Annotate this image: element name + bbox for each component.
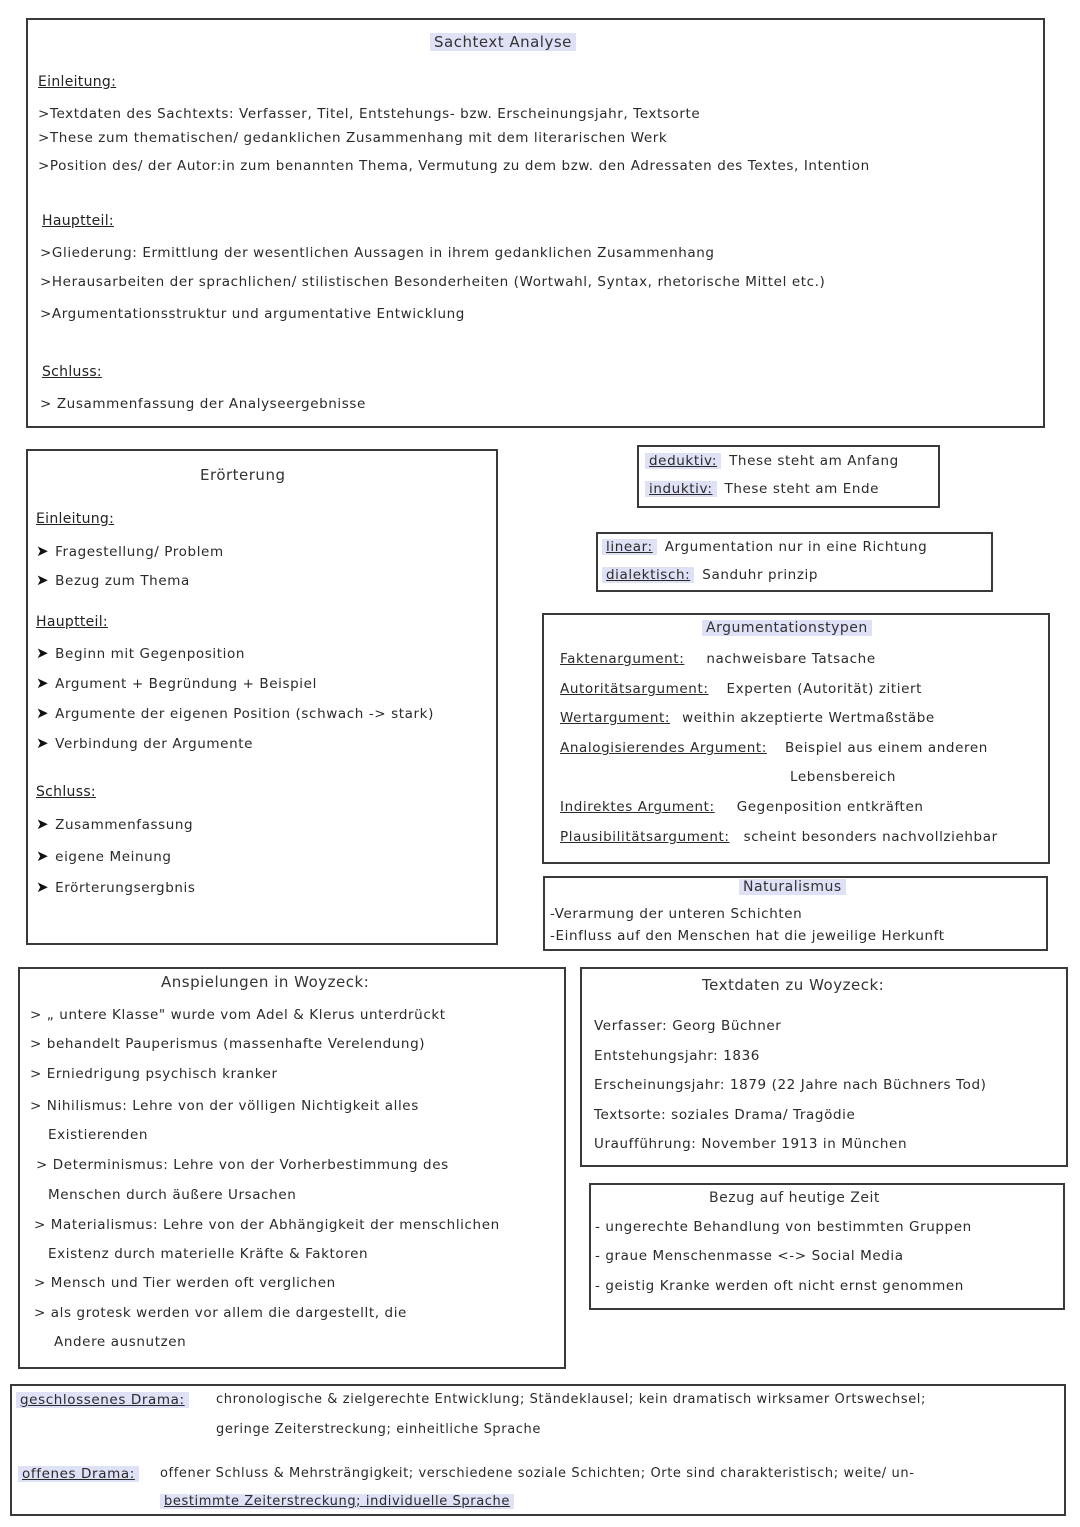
linear-line: linear: Argumentation nur in eine Richtung [602, 539, 927, 555]
offenes-drama-line: bestimmte Zeiterstreckung; individuelle Sprache [160, 1494, 514, 1509]
argument-type-item: Wertargument: weithin akzeptierte Wertmaßstäbe [560, 710, 935, 726]
eroerterung-einleitung-heading: Einleitung: [36, 511, 115, 527]
argument-type-item: Plausibilitätsargument: scheint besonders nachvollziehbar [560, 829, 998, 845]
anspielung-line: > Nihilismus: Lehre von der völligen Nichtigkeit alles [30, 1098, 419, 1114]
textdaten-line: Verfasser: Georg Büchner [594, 1018, 782, 1034]
textdaten-line: Textsorte: soziales Drama/ Tragödie [594, 1107, 856, 1123]
naturalismus-box [543, 876, 1048, 951]
anspielung-line: Existierenden [48, 1127, 148, 1143]
deduktiv-line: deduktiv: These steht am Anfang [645, 453, 899, 469]
eroerterung-hauptteil-item: ➤ Argument + Begründung + Beispiel [36, 674, 317, 692]
bezug-box [589, 1183, 1065, 1310]
eroerterung-box [26, 449, 498, 945]
textdaten-line: Entstehungsjahr: 1836 [594, 1048, 760, 1064]
eroerterung-schluss-item: ➤ Zusammenfassung [36, 815, 194, 833]
textdaten-box [580, 967, 1068, 1167]
geschlossenes-drama-line: geringe Zeiterstreckung; einheitliche Sprache [216, 1422, 541, 1437]
sachtext-hauptteil-item: >Gliederung: Ermittlung der wesentlichen Aussagen in ihrem gedanklichen Zusammenhang [40, 245, 715, 261]
anspielungen-box [18, 967, 566, 1369]
eroerterung-title: Erörterung [200, 466, 286, 484]
naturalismus-item: -Verarmung der unteren Schichten [550, 906, 803, 922]
argument-type-item: Faktenargument: nachweisbare Tatsache [560, 651, 876, 667]
anspielung-line: Andere ausnutzen [54, 1334, 187, 1350]
offenes-drama-term: offenes Drama: [18, 1466, 139, 1482]
induktiv-line: induktiv: These steht am Ende [645, 481, 879, 497]
naturalismus-title: Naturalismus [739, 879, 846, 895]
textdaten-title: Textdaten zu Woyzeck: [702, 976, 885, 994]
bezug-item: - ungerechte Behandlung von bestimmten Gruppen [595, 1219, 972, 1235]
eroerterung-hauptteil-item: ➤ Argumente der eigenen Position (schwach -> stark) [36, 704, 434, 722]
bezug-title: Bezug auf heutige Zeit [709, 1190, 880, 1206]
geschlossenes-drama-line: chronologische & zielgerechte Entwicklung; Ständeklausel; kein dramatisch wirksamer Ortswechsel; [216, 1392, 926, 1407]
eroerterung-hauptteil-item: ➤ Beginn mit Gegenposition [36, 644, 246, 662]
bezug-item: - geistig Kranke werden oft nicht ernst genommen [595, 1278, 964, 1294]
anspielung-line: > Determinismus: Lehre von der Vorherbestimmung des [36, 1157, 449, 1173]
argumentationstypen-title: Argumentationstypen [702, 620, 872, 636]
dialektisch-line: dialektisch: Sanduhr prinzip [602, 567, 818, 583]
bezug-item: - graue Menschenmasse <-> Social Media [595, 1248, 904, 1264]
sachtext-schluss-heading: Schluss: [42, 364, 102, 380]
sachtext-hauptteil-heading: Hauptteil: [42, 213, 114, 229]
deduktiv-induktiv-box [637, 445, 940, 508]
sachtext-einleitung-heading: Einleitung: [38, 74, 117, 90]
sachtext-schluss-item: > Zusammenfassung der Analyseergebnisse [40, 396, 366, 412]
offenes-drama-line: offener Schluss & Mehrsträngigkeit; verschiedene soziale Schichten; Orte sind charakteristisch; weite/ un- [160, 1466, 915, 1481]
eroerterung-schluss-item: ➤ eigene Meinung [36, 847, 172, 865]
argument-type-item: Indirektes Argument: Gegenposition entkräften [560, 799, 924, 815]
anspielung-line: Menschen durch äußere Ursachen [48, 1187, 297, 1203]
sachtext-analyse-box [26, 18, 1045, 428]
anspielung-line: > Erniedrigung psychisch kranker [30, 1066, 278, 1082]
sachtext-title-text: Sachtext Analyse [430, 33, 576, 51]
anspielungen-title: Anspielungen in Woyzeck: [161, 973, 370, 991]
eroerterung-hauptteil-heading: Hauptteil: [36, 614, 108, 630]
eroerterung-einleitung-item: ➤ Fragestellung/ Problem [36, 542, 224, 560]
sachtext-einleitung-item: >Textdaten des Sachtexts: Verfasser, Titel, Entstehungs- bzw. Erscheinungsjahr, Textsorte [38, 106, 701, 122]
anspielung-line: > als grotesk werden vor allem die dargestellt, die [34, 1305, 407, 1321]
sachtext-einleitung-item: >These zum thematischen/ gedanklichen Zusammenhang mit dem literarischen Werk [38, 130, 668, 146]
sachtext-title [430, 33, 576, 51]
argument-type-item: Analogisierendes Argument: Beispiel aus einem anderen [560, 740, 988, 756]
sachtext-einleitung-item: >Position des/ der Autor:in zum benannten Thema, Vermutung zu dem bzw. den Adressaten des Textes, Intention [38, 158, 870, 174]
argument-type-item-continuation: Lebensbereich [790, 769, 897, 785]
drama-box [10, 1384, 1066, 1516]
linear-dialektisch-box [596, 532, 993, 592]
sachtext-hauptteil-item: >Herausarbeiten der sprachlichen/ stilistischen Besonderheiten (Wortwahl, Syntax, rhetorische Mittel etc.) [40, 274, 826, 290]
eroerterung-einleitung-item: ➤ Bezug zum Thema [36, 571, 190, 589]
argumentationstypen-box [542, 613, 1050, 864]
naturalismus-item: -Einfluss auf den Menschen hat die jeweilige Herkunft [550, 928, 945, 944]
eroerterung-hauptteil-item: ➤ Verbindung der Argumente [36, 734, 254, 752]
textdaten-line: Uraufführung: November 1913 in München [594, 1136, 908, 1152]
anspielung-line: > Materialismus: Lehre von der Abhängigkeit der menschlichen [34, 1217, 500, 1233]
eroerterung-schluss-item: ➤ Erörterungsergbnis [36, 878, 196, 896]
sachtext-hauptteil-item: >Argumentationsstruktur und argumentative Entwicklung [40, 306, 465, 322]
anspielung-line: > „ untere Klasse" wurde vom Adel & Klerus unterdrückt [30, 1007, 446, 1023]
anspielung-line: > behandelt Pauperismus (massenhafte Verelendung) [30, 1036, 426, 1052]
anspielung-line: > Mensch und Tier werden oft verglichen [34, 1275, 336, 1291]
geschlossenes-drama-term: geschlossenes Drama: [16, 1392, 189, 1408]
anspielung-line: Existenz durch materielle Kräfte & Faktoren [48, 1246, 369, 1262]
eroerterung-schluss-heading: Schluss: [36, 784, 96, 800]
argument-type-item: Autoritätsargument: Experten (Autorität) zitiert [560, 681, 923, 697]
textdaten-line: Erscheinungsjahr: 1879 (22 Jahre nach Büchners Tod) [594, 1077, 987, 1093]
